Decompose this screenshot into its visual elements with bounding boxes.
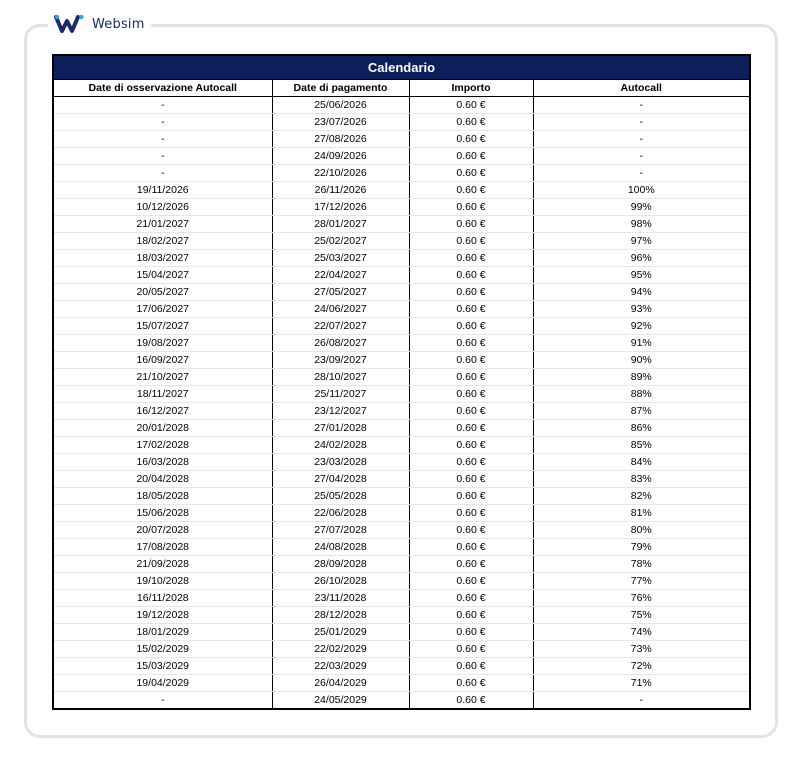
payment-date-cell: 24/02/2028 [272, 437, 409, 454]
table-row [54, 556, 749, 573]
amount-cell: 0.60 € [409, 284, 533, 301]
table-row [54, 624, 749, 641]
autocall-cell: 84% [533, 454, 749, 471]
websim-logo-text: Websim [92, 16, 145, 32]
table-row [54, 352, 749, 369]
observation-date-cell: 21/10/2027 [54, 369, 272, 386]
table-row [54, 267, 749, 284]
table-row [54, 488, 749, 505]
payment-date-cell: 24/06/2027 [272, 301, 409, 318]
table-row [54, 199, 749, 216]
observation-date-cell: 20/05/2027 [54, 284, 272, 301]
autocall-cell: - [533, 692, 749, 709]
autocall-cell: 99% [533, 199, 749, 216]
payment-date-cell: 28/10/2027 [272, 369, 409, 386]
table-row [54, 420, 749, 437]
table-row [54, 301, 749, 318]
payment-date-cell: 22/10/2026 [272, 165, 409, 182]
observation-date-cell: 18/02/2027 [54, 233, 272, 250]
amount-cell: 0.60 € [409, 624, 533, 641]
autocall-cell: - [533, 165, 749, 182]
amount-cell: 0.60 € [409, 641, 533, 658]
amount-cell: 0.60 € [409, 658, 533, 675]
table-row [54, 437, 749, 454]
amount-cell: 0.60 € [409, 488, 533, 505]
table-row [54, 539, 749, 556]
payment-date-cell: 28/09/2028 [272, 556, 409, 573]
table-row [54, 165, 749, 182]
autocall-cell: 75% [533, 607, 749, 624]
observation-date-cell: - [54, 165, 272, 182]
autocall-cell: 71% [533, 675, 749, 692]
payment-date-cell: 22/02/2029 [272, 641, 409, 658]
amount-cell: 0.60 € [409, 369, 533, 386]
table-row [54, 658, 749, 675]
table-row [54, 505, 749, 522]
autocall-cell: 80% [533, 522, 749, 539]
observation-date-cell: 18/03/2027 [54, 250, 272, 267]
observation-date-cell: 20/01/2028 [54, 420, 272, 437]
table-row [54, 573, 749, 590]
amount-cell: 0.60 € [409, 437, 533, 454]
autocall-cell: 81% [533, 505, 749, 522]
table-row [54, 182, 749, 199]
observation-date-cell: 19/10/2028 [54, 573, 272, 590]
payment-date-cell: 25/06/2026 [272, 97, 409, 114]
amount-cell: 0.60 € [409, 318, 533, 335]
payment-date-cell: 28/12/2028 [272, 607, 409, 624]
observation-date-cell: 18/01/2029 [54, 624, 272, 641]
table-row [54, 335, 749, 352]
observation-date-cell: 15/06/2028 [54, 505, 272, 522]
amount-cell: 0.60 € [409, 539, 533, 556]
amount-cell: 0.60 € [409, 590, 533, 607]
autocall-cell: 85% [533, 437, 749, 454]
observation-date-cell: 17/08/2028 [54, 539, 272, 556]
observation-date-cell: 15/02/2029 [54, 641, 272, 658]
table-row [54, 318, 749, 335]
observation-date-cell: 18/11/2027 [54, 386, 272, 403]
table-row [54, 97, 749, 114]
calendar-title: Calendario [54, 56, 749, 80]
payment-date-cell: 22/03/2029 [272, 658, 409, 675]
table-row [54, 114, 749, 131]
amount-cell: 0.60 € [409, 471, 533, 488]
autocall-cell: 95% [533, 267, 749, 284]
payment-date-cell: 25/02/2027 [272, 233, 409, 250]
payment-date-cell: 23/09/2027 [272, 352, 409, 369]
amount-cell: 0.60 € [409, 250, 533, 267]
payment-date-cell: 26/11/2026 [272, 182, 409, 199]
table-row [54, 471, 749, 488]
autocall-cell: 88% [533, 386, 749, 403]
autocall-cell: 78% [533, 556, 749, 573]
amount-cell: 0.60 € [409, 114, 533, 131]
autocall-cell: 74% [533, 624, 749, 641]
observation-date-cell: 20/07/2028 [54, 522, 272, 539]
payment-date-cell: 25/01/2029 [272, 624, 409, 641]
table-row [54, 403, 749, 420]
payment-date-cell: 17/12/2026 [272, 199, 409, 216]
autocall-cell: 89% [533, 369, 749, 386]
payment-date-cell: 23/03/2028 [272, 454, 409, 471]
observation-date-cell: - [54, 114, 272, 131]
observation-date-cell: 10/12/2026 [54, 199, 272, 216]
table-row [54, 216, 749, 233]
table-row [54, 675, 749, 692]
payment-date-cell: 28/01/2027 [272, 216, 409, 233]
autocall-cell: 72% [533, 658, 749, 675]
observation-date-cell: 18/05/2028 [54, 488, 272, 505]
observation-date-cell: 20/04/2028 [54, 471, 272, 488]
autocall-cell: 79% [533, 539, 749, 556]
amount-cell: 0.60 € [409, 131, 533, 148]
observation-date-cell: 19/08/2027 [54, 335, 272, 352]
observation-date-cell: - [54, 131, 272, 148]
observation-date-cell: 16/11/2028 [54, 590, 272, 607]
header-row [54, 80, 749, 97]
autocall-cell: 97% [533, 233, 749, 250]
payment-date-cell: 22/04/2027 [272, 267, 409, 284]
col-header-payment-date: Date di pagamento [272, 80, 409, 97]
calendar-sheet [52, 54, 751, 710]
amount-cell: 0.60 € [409, 692, 533, 709]
payment-date-cell: 25/05/2028 [272, 488, 409, 505]
amount-cell: 0.60 € [409, 148, 533, 165]
autocall-cell: 86% [533, 420, 749, 437]
observation-date-cell: 16/03/2028 [54, 454, 272, 471]
amount-cell: 0.60 € [409, 522, 533, 539]
autocall-cell: 82% [533, 488, 749, 505]
observation-date-cell: 19/11/2026 [54, 182, 272, 199]
autocall-cell: 96% [533, 250, 749, 267]
observation-date-cell: - [161, 694, 165, 706]
table-row [54, 692, 749, 709]
observation-date-cell: - [54, 148, 272, 165]
autocall-cell: 90% [533, 352, 749, 369]
websim-w-icon [54, 14, 88, 34]
table-row [54, 607, 749, 624]
payment-date-cell: 23/07/2026 [272, 114, 409, 131]
table-row [54, 454, 749, 471]
table-row [54, 250, 749, 267]
observation-date-cell: 21/01/2027 [54, 216, 272, 233]
amount-cell: 0.60 € [409, 573, 533, 590]
payment-date-cell: 26/04/2029 [272, 675, 409, 692]
observation-date-cell: 19/12/2028 [54, 607, 272, 624]
table-row [54, 284, 749, 301]
autocall-cell: 83% [533, 471, 749, 488]
amount-cell: 0.60 € [409, 607, 533, 624]
amount-cell: 0.60 € [409, 454, 533, 471]
autocall-cell: 73% [533, 641, 749, 658]
payment-date-cell: 27/08/2026 [272, 131, 409, 148]
payment-date-cell: 26/08/2027 [272, 335, 409, 352]
table-row [54, 131, 749, 148]
autocall-cell: - [533, 114, 749, 131]
amount-cell: 0.60 € [409, 386, 533, 403]
payment-date-cell: 27/01/2028 [272, 420, 409, 437]
autocall-cell: 77% [533, 573, 749, 590]
amount-cell: 0.60 € [409, 97, 533, 114]
autocall-cell: - [533, 97, 749, 114]
amount-cell: 0.60 € [409, 420, 533, 437]
observation-date-cell: 17/02/2028 [54, 437, 272, 454]
autocall-cell: - [533, 131, 749, 148]
col-header-amount: Importo [409, 80, 533, 97]
autocall-cell: - [533, 148, 749, 165]
amount-cell: 0.60 € [409, 505, 533, 522]
amount-cell: 0.60 € [409, 301, 533, 318]
table-row [54, 590, 749, 607]
amount-cell: 0.60 € [409, 403, 533, 420]
table-row [54, 522, 749, 539]
observation-date-cell: - [54, 97, 272, 114]
payment-date-cell: 27/05/2027 [272, 284, 409, 301]
payment-date-cell: 22/06/2028 [272, 505, 409, 522]
amount-cell: 0.60 € [409, 267, 533, 284]
autocall-cell: 87% [533, 403, 749, 420]
payment-date-cell: 24/09/2026 [272, 148, 409, 165]
table-row [54, 233, 749, 250]
payment-date-cell: 23/12/2027 [272, 403, 409, 420]
amount-cell: 0.60 € [409, 233, 533, 250]
payment-date-cell: 25/03/2027 [272, 250, 409, 267]
payment-date-cell: 22/07/2027 [272, 318, 409, 335]
websim-logo[interactable] [48, 13, 151, 35]
amount-cell: 0.60 € [409, 675, 533, 692]
table-row [54, 386, 749, 403]
table-row [54, 641, 749, 658]
autocall-cell: 93% [533, 301, 749, 318]
calendar-table [54, 80, 749, 708]
observation-date-cell: 17/06/2027 [54, 301, 272, 318]
amount-cell: 0.60 € [409, 556, 533, 573]
payment-date-cell: 26/10/2028 [272, 573, 409, 590]
payment-date-cell: 27/07/2028 [272, 522, 409, 539]
table-row [54, 369, 749, 386]
amount-cell: 0.60 € [409, 199, 533, 216]
payment-date-cell: 25/11/2027 [272, 386, 409, 403]
observation-date-cell: 15/07/2027 [54, 318, 272, 335]
amount-cell: 0.60 € [409, 352, 533, 369]
autocall-cell: 100% [533, 182, 749, 199]
autocall-cell: 98% [533, 216, 749, 233]
autocall-cell: 76% [533, 590, 749, 607]
payment-date-cell: 24/08/2028 [272, 539, 409, 556]
col-header-observation-date: Date di osservazione Autocall [54, 80, 272, 97]
autocall-cell: 92% [533, 318, 749, 335]
observation-date-cell: 21/09/2028 [54, 556, 272, 573]
table-row [54, 148, 749, 165]
amount-cell: 0.60 € [409, 165, 533, 182]
payment-date-cell: 27/04/2028 [272, 471, 409, 488]
observation-date-cell: 16/12/2027 [54, 403, 272, 420]
observation-date-cell: 19/04/2029 [54, 675, 272, 692]
observation-date-cell: 15/03/2029 [54, 658, 272, 675]
payment-date-cell: 23/11/2028 [272, 590, 409, 607]
amount-cell: 0.60 € [409, 216, 533, 233]
amount-cell: 0.60 € [409, 335, 533, 352]
amount-cell: 0.60 € [409, 182, 533, 199]
payment-date-cell: 24/05/2029 [272, 692, 409, 709]
autocall-cell: 91% [533, 335, 749, 352]
autocall-cell: 94% [533, 284, 749, 301]
col-header-autocall: Autocall [533, 80, 749, 97]
observation-date-cell: 16/09/2027 [54, 352, 272, 369]
observation-date-cell: 15/04/2027 [54, 267, 272, 284]
